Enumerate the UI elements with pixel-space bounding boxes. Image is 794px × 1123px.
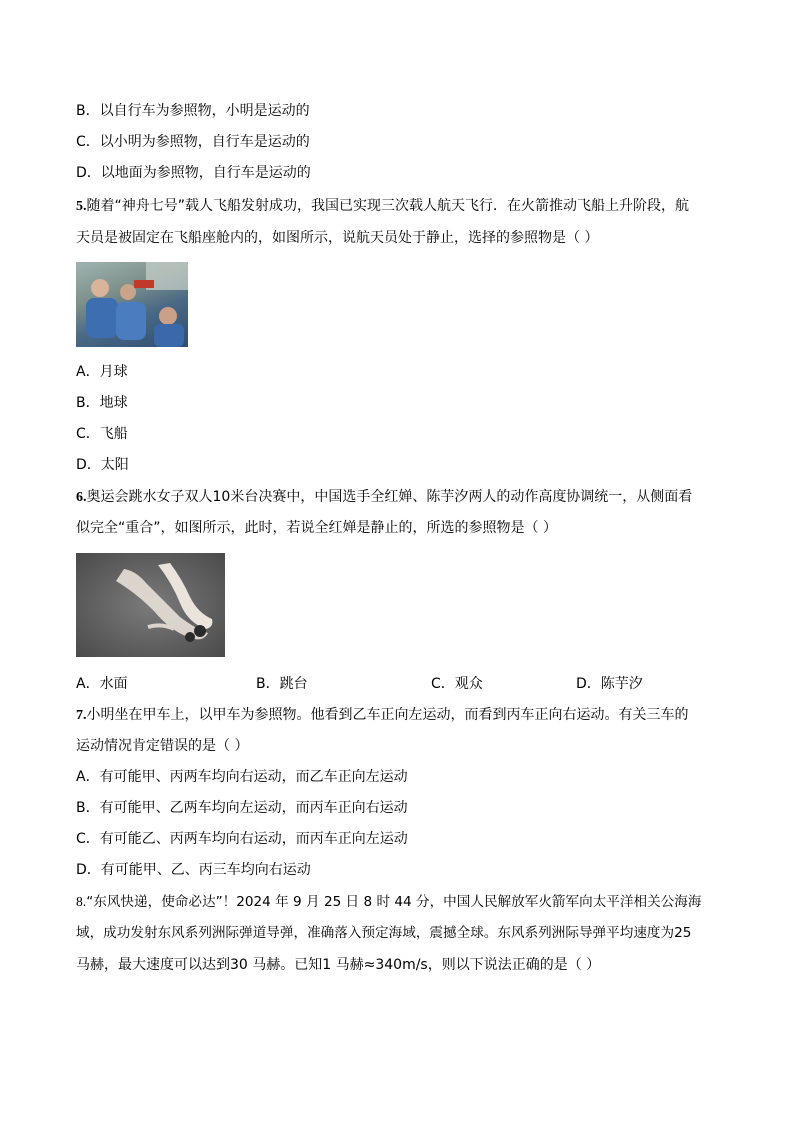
- q7-stem-text: 小明坐在甲车上，以甲车为参照物。他看到乙车正向左运动，而看到丙车正向右运动。有关三车的: [86, 707, 689, 723]
- astronauts-photo: [76, 262, 188, 347]
- q7-option-d: D．有可能甲、乙、丙三车均向右运动: [76, 862, 311, 878]
- q6-option-d: D．陈芋汐: [576, 676, 643, 692]
- q7-option-c: C．有可能乙、丙两车均向右运动，而丙车正向左运动: [76, 831, 408, 847]
- q6-option-b: B．跳台: [256, 676, 308, 692]
- q5-stem-line2: 天员是被固定在飞船座舱内的，如图所示，说航天员处于静止，选择的参照物是（ ）: [76, 230, 599, 246]
- q5-option-d: D．太阳: [76, 457, 129, 473]
- q6-number: 6.: [76, 490, 87, 505]
- q6-stem-line2: 似完全“重合”，如图所示，此时，若说全红婵是静止的，所选的参照物是（ ）: [76, 520, 557, 536]
- q7-option-a: A．有可能甲、丙两车均向右运动，而乙车正向左运动: [76, 769, 408, 785]
- q5-number: 5.: [76, 199, 87, 214]
- q6-option-c: C．观众: [431, 676, 483, 692]
- divers-photo: [76, 553, 225, 657]
- q8-number: 8.: [76, 894, 87, 909]
- q5-option-b: B．地球: [76, 395, 128, 411]
- q8-stem-text: “东风快递，使命必达”！2024 年 9 月 25 日 8 时 44 分，中国人民解放军火箭军向太平洋相关公海海: [86, 894, 702, 910]
- q7-stem-line1: [76, 705, 689, 726]
- q7-option-b: B．有可能甲、乙两车均向左运动，而丙车正向右运动: [76, 800, 408, 816]
- q5-stem-line1: [76, 196, 689, 217]
- q6-stem-text: 奥运会跳水女子双人10米台决赛中，中国选手全红婵、陈芋汐两人的动作高度协调统一，从侧面看: [86, 489, 693, 505]
- q5-option-a: A．月球: [76, 364, 128, 380]
- q5-option-c: C．飞船: [76, 426, 128, 442]
- q8-stem-line1: [76, 892, 701, 912]
- q8-stem-line2: 域，成功发射东风系列洲际弹道导弹，准确落入预定海域，震撼全球。东风系列洲际导弹平均速度为25: [76, 925, 692, 941]
- q4-option-d: D．以地面为参照物，自行车是运动的: [76, 165, 311, 181]
- q7-stem-line2: 运动情况肯定错误的是（ ）: [76, 738, 249, 754]
- q6-option-a: A．水面: [76, 676, 128, 692]
- q4-option-c: C．以小明为参照物，自行车是运动的: [76, 134, 310, 150]
- q7-number: 7.: [76, 708, 87, 723]
- q6-stem-line1: [76, 487, 692, 508]
- q8-stem-line3: 马赫，最大速度可以达到30 马赫。已知1 马赫≈340m/s，则以下说法正确的是（ ）: [76, 957, 601, 973]
- q4-option-b: B．以自行车为参照物，小明是运动的: [76, 103, 310, 119]
- q5-stem-text: 随着“神舟七号”载人飞船发射成功，我国已实现三次载人航天飞行．在火箭推动飞船上升阶段，航: [86, 198, 690, 214]
